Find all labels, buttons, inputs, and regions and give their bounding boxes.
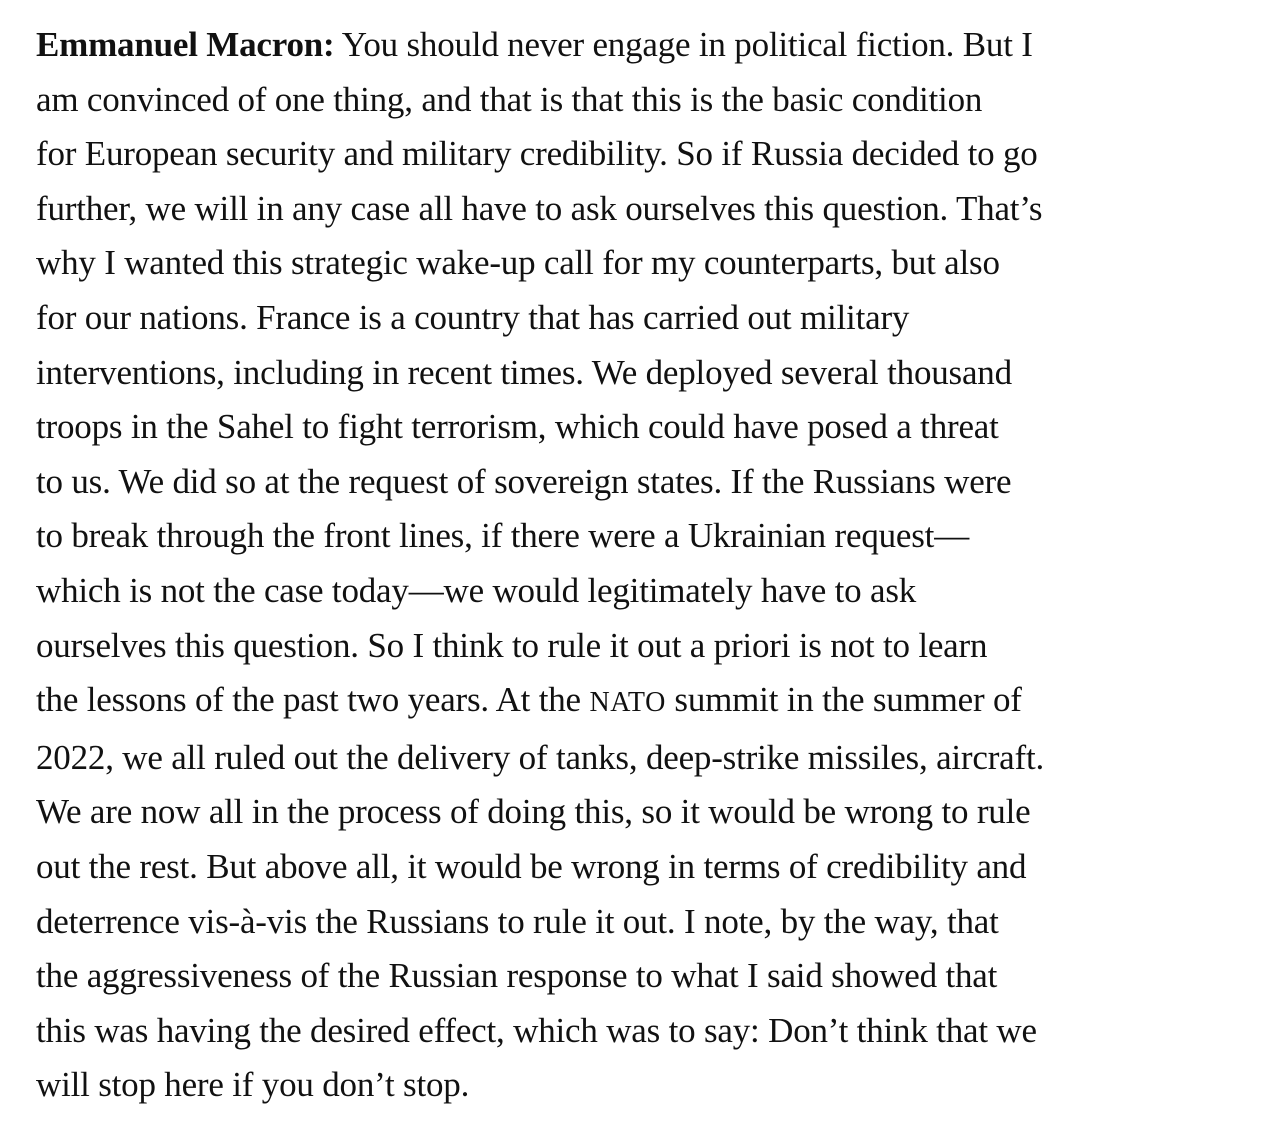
line-text: interventions, including in recent times. We deployed several thousand [36, 352, 1012, 392]
text-line [36, 895, 1250, 950]
text-line [36, 182, 1250, 237]
macron-interview-paragraph [36, 18, 1250, 1113]
text-line [36, 400, 1250, 455]
line-text: ourselves this question. So I think to rule it out a priori is not to learn [36, 625, 988, 665]
text-line [36, 564, 1250, 619]
text-line [36, 949, 1250, 1004]
line-text: for European security and military credibility. So if Russia decided to go [36, 134, 1038, 174]
line-text: to us. We did so at the request of sovereign states. If the Russians were [36, 461, 1012, 501]
text-line [36, 127, 1250, 182]
text-line [36, 455, 1250, 510]
line-text: 2022, we all ruled out the delivery of tanks, deep-strike missiles, aircraft. [36, 737, 1045, 777]
line-text: am convinced of one thing, and that is that this is the basic condition [36, 79, 983, 119]
text-line [36, 509, 1250, 564]
text-line [36, 1004, 1250, 1059]
text-line [36, 291, 1250, 346]
line-text: to break through the front lines, if there were a Ukrainian request— [36, 516, 970, 556]
text-line [36, 840, 1250, 895]
line-text: troops in the Sahel to fight terrorism, which could have posed a threat [36, 407, 999, 447]
text-line [36, 619, 1250, 674]
line-text: the aggressiveness of the Russian response to what I said showed that [36, 956, 998, 996]
text-line [36, 1058, 1250, 1113]
nato-acronym: NATO [589, 687, 666, 719]
text-line [36, 731, 1250, 786]
line-text: You should never engage in political fiction. But I [334, 25, 1033, 64]
text-line [36, 346, 1250, 401]
line-text: for our nations. France is a country that has carried out military [36, 297, 910, 337]
line-text: this was having the desired effect, which was to say: Don’t think that we [36, 1010, 1037, 1050]
line-text: deterrence vis-à-vis the Russians to rule it out. I note, by the way, that [36, 901, 999, 941]
text-line [36, 18, 1250, 73]
line-text: the lessons of the past two years. At the [36, 680, 590, 720]
line-text: which is not the case today—we would legitimately have to ask [36, 570, 917, 610]
line-text: out the rest. But above all, it would be wrong in terms of credibility and [36, 846, 1027, 886]
line-text: why I wanted this strategic wake-up call for my counterparts, but also [36, 243, 1000, 283]
text-line [36, 73, 1250, 128]
text-line [36, 785, 1250, 840]
line-text: will stop here if you don’t stop. [36, 1065, 470, 1105]
speaker-name: Emmanuel Macron: [36, 25, 335, 64]
line-text: further, we will in any case all have to ask ourselves this question. That’s [36, 188, 1043, 228]
text-line [36, 236, 1250, 291]
text-line [36, 673, 1250, 731]
line-text: We are now all in the process of doing this, so it would be wrong to rule [36, 792, 1031, 832]
line-text: summit in the summer of [665, 680, 1022, 720]
